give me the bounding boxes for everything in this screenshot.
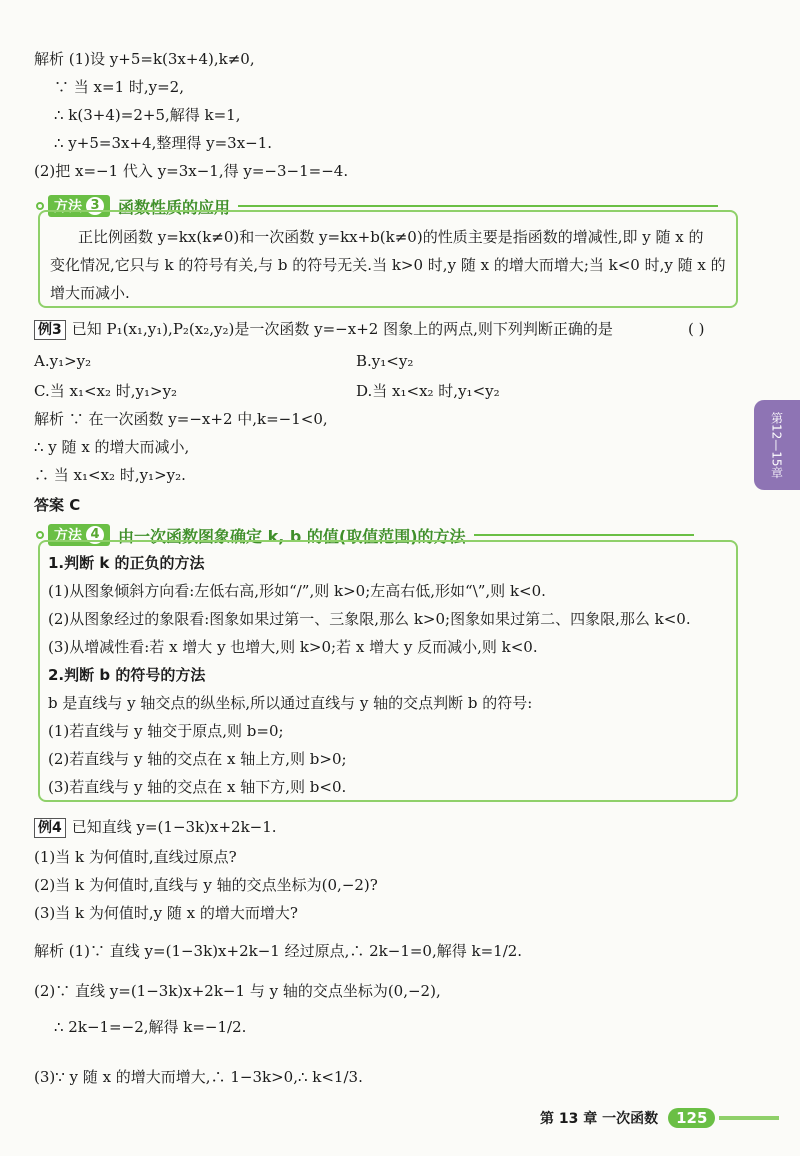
- method3-box: [38, 210, 738, 308]
- solution-line: ∵ 当 x=1 时,y=2,: [54, 78, 184, 96]
- solution-line: ∴ y+5=3x+4,整理得 y=3x−1.: [54, 134, 273, 152]
- method-text: (3)从增减性看:若 x 增大 y 也增大,则 k>0;若 x 增大 y 反而减小,则 k<0.: [48, 638, 538, 656]
- solution-line: ∴ k(3+4)=2+5,解得 k=1,: [54, 106, 241, 124]
- option-a: A.y₁>y₂: [34, 352, 92, 370]
- option-c: C.当 x₁<x₂ 时,y₁>y₂: [34, 382, 178, 400]
- example-label: 例4: [34, 818, 66, 838]
- solution-line: ∴ 当 x₁<x₂ 时,y₁>y₂.: [34, 466, 186, 484]
- method-text: 正比例函数 y=kx(k≠0)和一次函数 y=kx+b(k≠0)的性质主要是指函数的增减性,即 y 随 x 的: [78, 228, 704, 246]
- divider: [238, 205, 718, 207]
- divider: [719, 1116, 779, 1120]
- page-number: 125: [668, 1108, 715, 1128]
- method-text: b 是直线与 y 轴交点的纵坐标,所以通过直线与 y 轴的交点判断 b 的符号:: [48, 694, 533, 712]
- method-text: 变化情况,它只与 k 的符号有关,与 b 的符号无关.当 k>0 时,y 随 x 的增大而增大;当 k<0 时,y 随 x 的: [50, 256, 726, 274]
- method-text: (1)从图象倾斜方向看:左低右高,形如“/”,则 k>0;左高右低,形如“\”,则 k<0.: [48, 582, 546, 600]
- sub-question: (2)当 k 为何值时,直线与 y 轴的交点坐标为(0,−2)?: [34, 876, 378, 894]
- chapter-side-tab: 第12—15章: [754, 400, 800, 490]
- method-text: (2)从图象经过的象限看:图象如果过第一、三象限,那么 k>0;图象如果过第二、四象限,那么 k<0.: [48, 610, 691, 628]
- sub-question: (3)当 k 为何值时,y 随 x 的增大而增大?: [34, 904, 298, 922]
- example4-question: 例4 已知直线 y=(1−3k)x+2k−1.: [34, 816, 277, 838]
- solution-line: ∴ y 随 x 的增大而减小,: [34, 438, 190, 456]
- bullet-icon: [36, 202, 44, 210]
- example3-question: 例3 已知 P₁(x₁,y₁),P₂(x₂,y₂)是一次函数 y=−x+2 图象上的两点,则下列判断正确的是: [34, 318, 613, 340]
- page-footer: [540, 1108, 779, 1128]
- solution-line: (2)∵ 直线 y=(1−3k)x+2k−1 与 y 轴的交点坐标为(0,−2),: [34, 982, 441, 1000]
- method-title: 函数性质的应用: [118, 197, 231, 217]
- method-tag: 方法 3: [48, 195, 110, 217]
- option-d: D.当 x₁<x₂ 时,y₁<y₂: [356, 382, 500, 400]
- method-text: 增大而减小.: [50, 284, 130, 302]
- chapter-label: 第 13 章 一次函数: [540, 1111, 659, 1127]
- divider: [474, 534, 694, 536]
- bullet-icon: [36, 531, 44, 539]
- solution-line: ∴ 2k−1=−2,解得 k=−1/2.: [54, 1018, 247, 1036]
- answer-bracket: ( ): [688, 320, 705, 338]
- solution-line: (2)把 x=−1 代入 y=3x−1,得 y=−3−1=−4.: [34, 162, 349, 180]
- method-text: (2)若直线与 y 轴的交点在 x 轴上方,则 b>0;: [48, 750, 347, 768]
- sub-question: (1)当 k 为何值时,直线过原点?: [34, 848, 237, 866]
- method-subheading: 2.判断 b 的符号的方法: [48, 666, 206, 684]
- method-title: 由一次函数图象确定 k, b 的值(取值范围)的方法: [118, 526, 466, 546]
- method-subheading: 1.判断 k 的正负的方法: [48, 554, 205, 572]
- solution-line: 解析 (1)设 y+5=k(3x+4),k≠0,: [34, 50, 255, 68]
- example-label: 例3: [34, 320, 66, 340]
- method-text: (1)若直线与 y 轴交于原点,则 b=0;: [48, 722, 284, 740]
- solution-line: 解析 ∵ 在一次函数 y=−x+2 中,k=−1<0,: [34, 410, 328, 428]
- option-b: B.y₁<y₂: [356, 352, 414, 370]
- method4-box: [38, 540, 738, 802]
- answer: 答案 C: [34, 496, 81, 514]
- method-text: (3)若直线与 y 轴的交点在 x 轴下方,则 b<0.: [48, 778, 347, 796]
- method-tag: 方法 4: [48, 524, 110, 546]
- solution-line: 解析 (1)∵ 直线 y=(1−3k)x+2k−1 经过原点,∴ 2k−1=0,解得 k=1/2.: [34, 942, 523, 960]
- solution-line: (3)∵ y 随 x 的增大而增大,∴ 1−3k>0,∴ k<1/3.: [34, 1068, 363, 1086]
